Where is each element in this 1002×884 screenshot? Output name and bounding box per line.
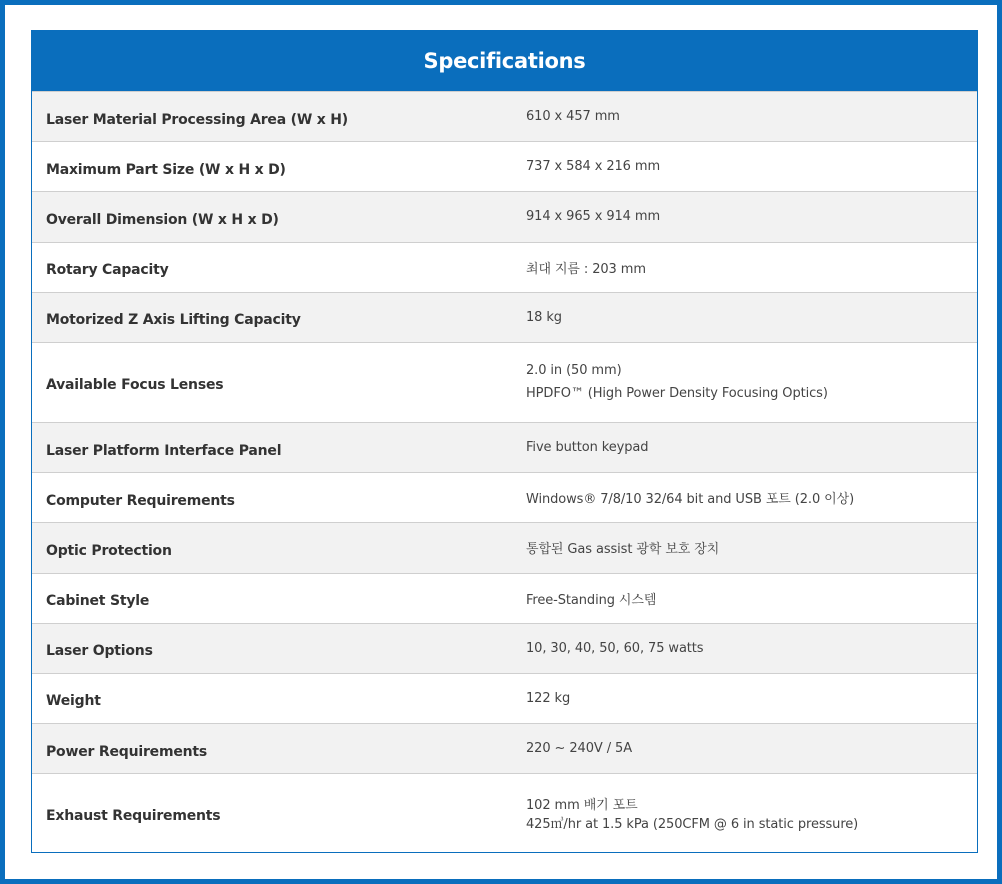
spec-row-rotary-capacity [32, 242, 977, 292]
spec-value [526, 674, 977, 723]
spec-value [526, 192, 977, 241]
spec-label: Cabinet Style [46, 593, 150, 610]
spec-value [526, 423, 977, 472]
spec-value [526, 243, 977, 292]
spec-value-line: Free-Standing 시스템 [526, 592, 657, 608]
spec-value [526, 473, 977, 522]
spec-row-exhaust-requirements [32, 773, 977, 852]
spec-value-line: 통합된 Gas assist 광학 보호 장치 [526, 542, 720, 558]
spec-row-cabinet-style [32, 573, 977, 623]
spec-label: Motorized Z Axis Lifting Capacity [46, 312, 301, 329]
spec-label: Computer Requirements [46, 492, 235, 509]
spec-value [526, 293, 977, 342]
spec-label: Laser Platform Interface Panel [46, 442, 282, 459]
spec-value-line: 220 ~ 240V / 5A [526, 741, 632, 757]
spec-row-z-axis-lifting [32, 292, 977, 342]
spec-value-line: 10, 30, 40, 50, 60, 75 watts [526, 640, 704, 656]
spec-value-line: 737 x 584 x 216 mm [526, 159, 661, 175]
spec-label: Weight [46, 693, 101, 710]
spec-label: Rotary Capacity [46, 262, 169, 279]
spec-label: Laser Options [46, 643, 153, 660]
spec-value-line: Windows® 7/8/10 32/64 bit and USB 포트 (2.0 이상) [526, 492, 855, 508]
spec-value [526, 142, 977, 191]
spec-row-max-part-size [32, 141, 977, 191]
spec-value-line: Five button keypad [526, 440, 649, 456]
spec-row-focus-lenses [32, 342, 977, 422]
spec-label: Available Focus Lenses [46, 377, 224, 394]
spec-value [526, 624, 977, 673]
spec-value [526, 774, 977, 852]
spec-row-overall-dimension [32, 191, 977, 241]
spec-value [526, 574, 977, 623]
spec-label: Overall Dimension (W x H x D) [46, 211, 279, 228]
spec-value-line: 102 mm 배기 포트 [526, 798, 638, 814]
spec-row-optic-protection [32, 522, 977, 572]
spec-value-line: 18 kg [526, 309, 562, 325]
spec-value [526, 343, 977, 422]
spec-value-line: 425㎥/hr at 1.5 kPa (250CFM @ 6 in static pressure) [526, 817, 859, 833]
spec-label: Laser Material Processing Area (W x H) [46, 111, 348, 128]
spec-value [526, 92, 977, 141]
spec-label: Maximum Part Size (W x H x D) [46, 161, 286, 178]
spec-value-line: 610 x 457 mm [526, 109, 620, 125]
spec-value [526, 724, 977, 773]
spec-row-weight [32, 673, 977, 723]
spec-row-laser-options [32, 623, 977, 673]
spec-value-line: 최대 지름 : 203 mm [526, 261, 646, 277]
specifications-table [31, 30, 978, 853]
spec-row-interface-panel [32, 422, 977, 472]
spec-value-line: 914 x 965 x 914 mm [526, 209, 661, 225]
spec-value-line: HPDFO™ (High Power Density Focusing Optics) [526, 386, 828, 402]
spec-value-line: 122 kg [526, 690, 571, 706]
spec-label: Optic Protection [46, 542, 172, 559]
spec-row-power-requirements [32, 723, 977, 773]
specifications-title: Specifications [32, 31, 977, 91]
spec-value [526, 523, 977, 572]
spec-label: Power Requirements [46, 743, 208, 760]
spec-row-processing-area [32, 91, 977, 141]
spec-value-line: 2.0 in (50 mm) [526, 363, 622, 379]
spec-row-computer-requirements [32, 472, 977, 522]
spec-label: Exhaust Requirements [46, 808, 221, 825]
